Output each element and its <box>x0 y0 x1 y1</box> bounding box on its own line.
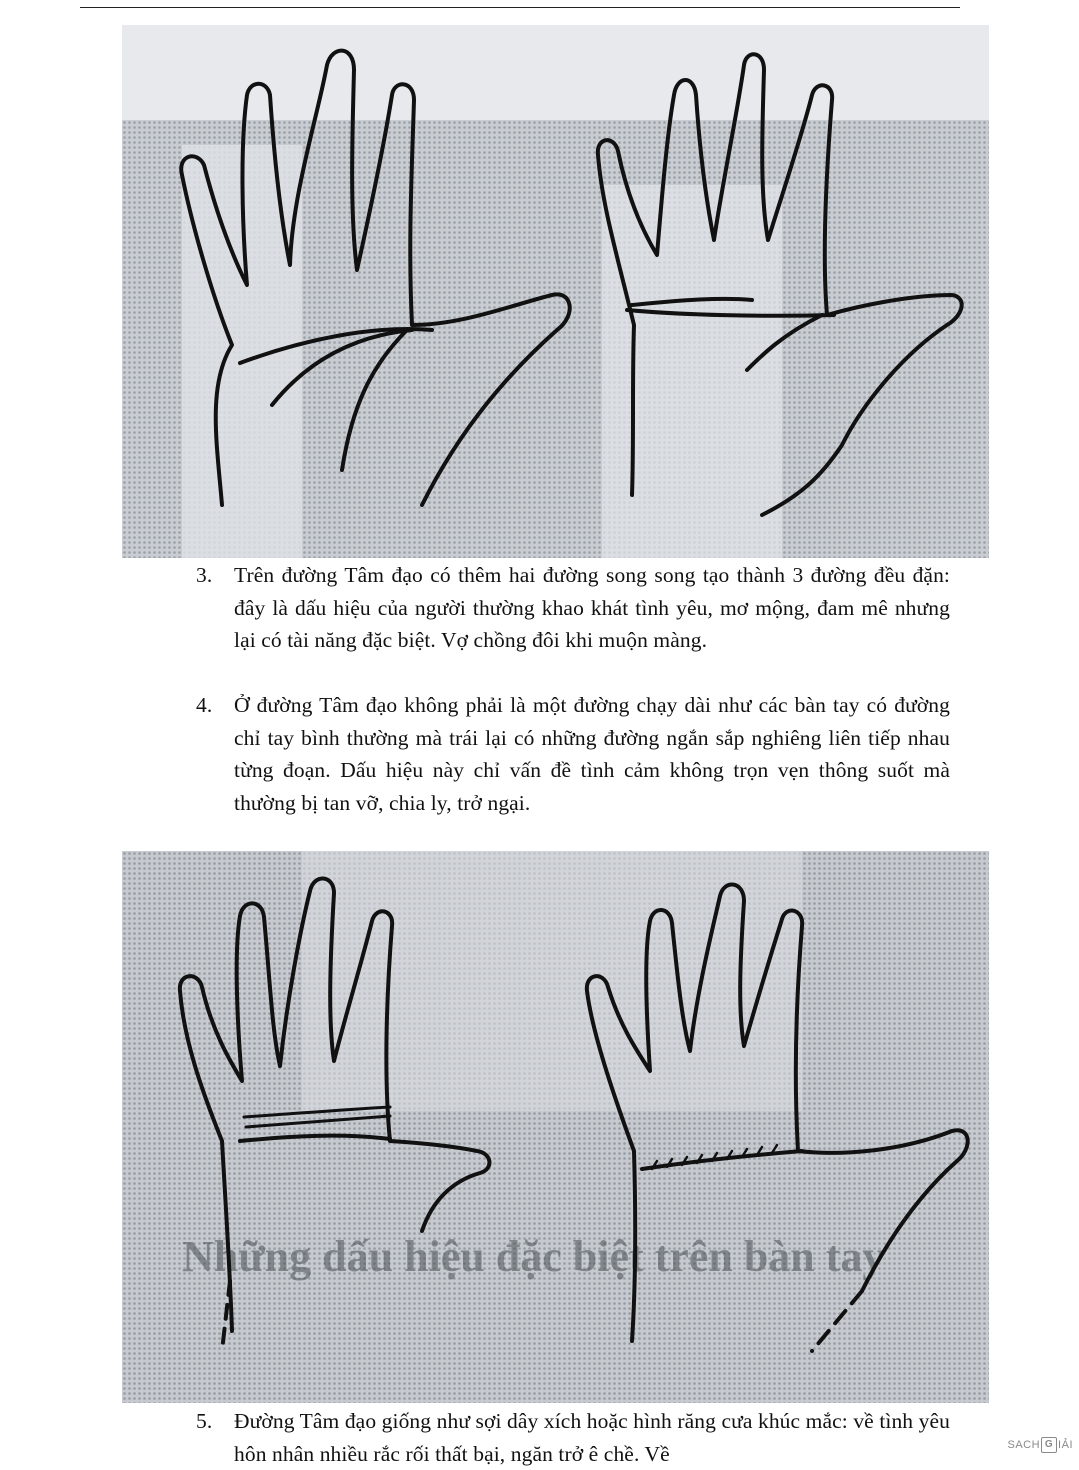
watermark-text-left: SACH <box>1007 1439 1041 1451</box>
top-rule <box>80 7 960 8</box>
watermark <box>1007 1437 1073 1453</box>
list-number: 3. <box>196 563 213 587</box>
palm-illustration-bottom <box>122 851 989 1403</box>
list-item-5 <box>196 1405 950 1470</box>
list-text: Đường Tâm đạo giống như sợi dây xích hoặc hình răng cưa khúc mắc: về tình yêu hôn nhân nhiều rắc rối thất bại, ngăn trở ê chề. Về <box>234 1409 950 1466</box>
list-item-3 <box>196 559 950 657</box>
background-caption: Những dấu hiệu đặc biệt trên bàn tay <box>182 1232 885 1281</box>
list-number: 4. <box>196 693 213 717</box>
palm-drawing-top <box>122 25 989 558</box>
palm-illustration-top <box>122 25 989 558</box>
watermark-logo-icon: G <box>1041 1437 1057 1453</box>
watermark-text-right: IẢI <box>1058 1439 1073 1451</box>
palm-drawing-bottom <box>122 851 989 1403</box>
list-text: Trên đường Tâm đạo có thêm hai đường song song tạo thành 3 đường đều đặn: đây là dấu hiệu của người thường khao khát tình yêu, mơ mộng, đam mê nhưng lại có tài năng đặc biệt. Vợ chồng đôi khi muộn màng. <box>234 563 950 653</box>
list-number: 5. <box>196 1409 213 1433</box>
list-item-4 <box>196 689 950 820</box>
list-text: Ở đường Tâm đạo không phải là một đường chạy dài như các bàn tay có đường chỉ tay bình thường mà trái lại có những đường ngắn sắp nghiêng liên tiếp nhau từng đoạn. Dấu hiệu này chỉ vấn đề tình cảm không trọn vẹn thông suốt mà thường bị tan vỡ, chia ly, trở ngại. <box>234 693 950 816</box>
